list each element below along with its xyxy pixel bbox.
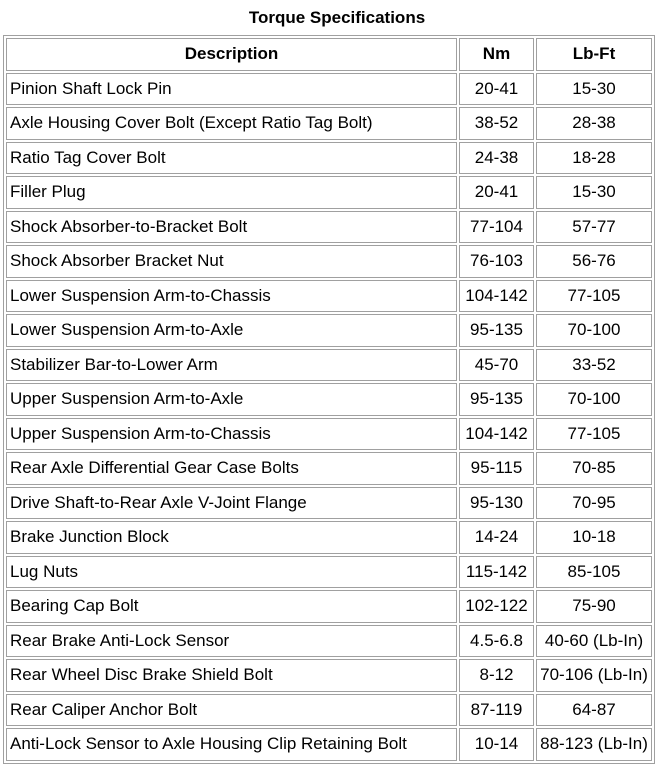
description-cell: Drive Shaft-to-Rear Axle V-Joint Flange (6, 487, 457, 520)
lbft-cell: 70-85 (536, 452, 652, 485)
table-row (6, 73, 652, 106)
nm-cell: 95-130 (459, 487, 534, 520)
nm-cell: 4.5-6.8 (459, 625, 534, 658)
table-row (6, 418, 652, 451)
description-cell: Axle Housing Cover Bolt (Except Ratio Tag Bolt) (6, 107, 457, 140)
nm-cell: 95-135 (459, 314, 534, 347)
nm-cell: 95-115 (459, 452, 534, 485)
lbft-cell: 40-60 (Lb-In) (536, 625, 652, 658)
table-title: Torque Specifications (248, 8, 426, 27)
description-cell: Lower Suspension Arm-to-Axle (6, 314, 457, 347)
lbft-cell: 64-87 (536, 694, 652, 727)
table-row (6, 280, 652, 313)
lbft-cell: 77-105 (536, 418, 652, 451)
description-cell: Pinion Shaft Lock Pin (6, 73, 457, 106)
description-cell: Rear Caliper Anchor Bolt (6, 694, 457, 727)
description-cell: Brake Junction Block (6, 521, 457, 554)
table-row (6, 107, 652, 140)
lbft-cell: 56-76 (536, 245, 652, 278)
lbft-cell: 70-106 (Lb-In) (536, 659, 652, 692)
lbft-cell: 70-95 (536, 487, 652, 520)
column-header-lbft: Lb-Ft (536, 38, 652, 71)
nm-cell: 20-41 (459, 176, 534, 209)
lbft-cell: 77-105 (536, 280, 652, 313)
torque-spec-table (3, 35, 655, 764)
lbft-cell: 18-28 (536, 142, 652, 175)
description-cell: Ratio Tag Cover Bolt (6, 142, 457, 175)
nm-cell: 102-122 (459, 590, 534, 623)
lbft-cell: 15-30 (536, 73, 652, 106)
description-cell: Rear Wheel Disc Brake Shield Bolt (6, 659, 457, 692)
nm-cell: 14-24 (459, 521, 534, 554)
nm-cell: 104-142 (459, 418, 534, 451)
table-row (6, 590, 652, 623)
table-row (6, 142, 652, 175)
lbft-cell: 88-123 (Lb-In) (536, 728, 652, 761)
description-cell: Rear Axle Differential Gear Case Bolts (6, 452, 457, 485)
lbft-cell: 70-100 (536, 314, 652, 347)
table-row (6, 349, 652, 382)
description-cell: Lug Nuts (6, 556, 457, 589)
nm-cell: 115-142 (459, 556, 534, 589)
table-row (6, 452, 652, 485)
table-body (6, 73, 652, 761)
table-row (6, 694, 652, 727)
table-row (6, 211, 652, 244)
lbft-cell: 57-77 (536, 211, 652, 244)
table-row (6, 176, 652, 209)
lbft-cell: 10-18 (536, 521, 652, 554)
nm-cell: 38-52 (459, 107, 534, 140)
description-cell: Upper Suspension Arm-to-Axle (6, 383, 457, 416)
lbft-cell: 75-90 (536, 590, 652, 623)
table-row (6, 625, 652, 658)
nm-cell: 104-142 (459, 280, 534, 313)
description-cell: Bearing Cap Bolt (6, 590, 457, 623)
description-cell: Lower Suspension Arm-to-Chassis (6, 280, 457, 313)
table-row (6, 383, 652, 416)
table-row (6, 728, 652, 761)
lbft-cell: 70-100 (536, 383, 652, 416)
table-row (6, 521, 652, 554)
lbft-cell: 85-105 (536, 556, 652, 589)
header-row (6, 38, 652, 71)
lbft-cell: 28-38 (536, 107, 652, 140)
lbft-cell: 33-52 (536, 349, 652, 382)
description-cell: Shock Absorber Bracket Nut (6, 245, 457, 278)
table-row (6, 314, 652, 347)
table-row (6, 556, 652, 589)
description-cell: Stabilizer Bar-to-Lower Arm (6, 349, 457, 382)
table-row (6, 659, 652, 692)
nm-cell: 20-41 (459, 73, 534, 106)
nm-cell: 77-104 (459, 211, 534, 244)
nm-cell: 10-14 (459, 728, 534, 761)
description-cell: Shock Absorber-to-Bracket Bolt (6, 211, 457, 244)
nm-cell: 95-135 (459, 383, 534, 416)
nm-cell: 87-119 (459, 694, 534, 727)
lbft-cell: 15-30 (536, 176, 652, 209)
description-cell: Anti-Lock Sensor to Axle Housing Clip Retaining Bolt (6, 728, 457, 761)
nm-cell: 8-12 (459, 659, 534, 692)
nm-cell: 24-38 (459, 142, 534, 175)
column-header-description: Description (6, 38, 457, 71)
table-row (6, 487, 652, 520)
column-header-nm: Nm (459, 38, 534, 71)
table-row (6, 245, 652, 278)
description-cell: Upper Suspension Arm-to-Chassis (6, 418, 457, 451)
description-cell: Rear Brake Anti-Lock Sensor (6, 625, 457, 658)
nm-cell: 76-103 (459, 245, 534, 278)
nm-cell: 45-70 (459, 349, 534, 382)
description-cell: Filler Plug (6, 176, 457, 209)
